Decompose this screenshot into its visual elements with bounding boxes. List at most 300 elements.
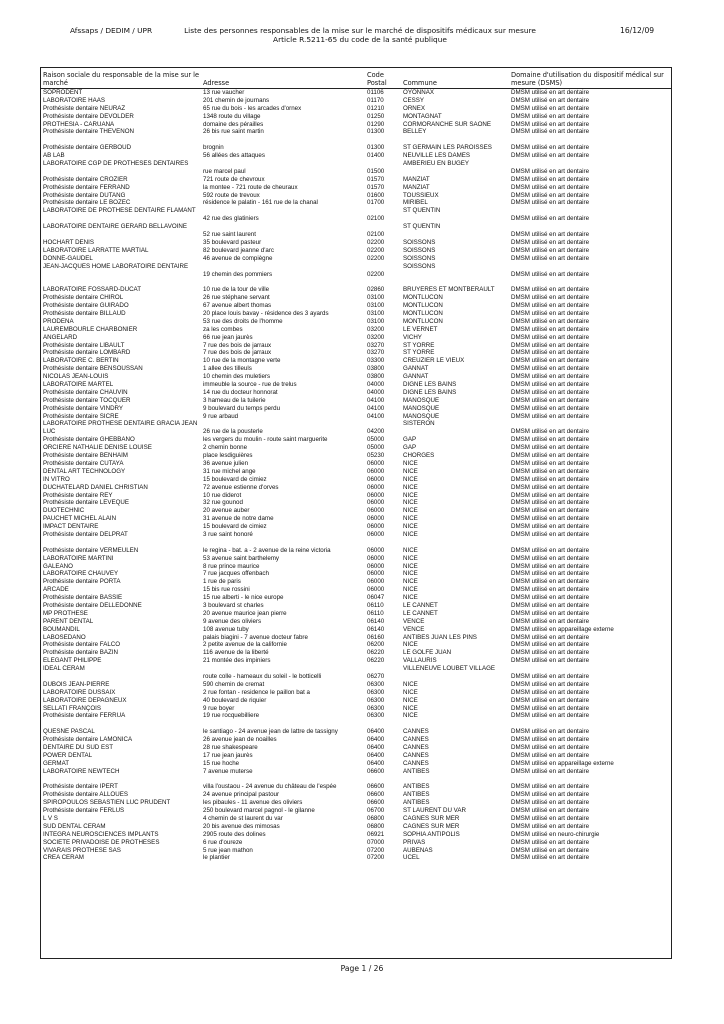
cell-domain: DMSM utilisé en art dentaire (511, 799, 590, 807)
table-row (41, 476, 671, 484)
cell-postal-code: 06000 (367, 586, 385, 594)
header-organization: Afssaps / DEDIM / UPR (70, 26, 153, 35)
cell-domain: DMSM utilisé en art dentaire (511, 428, 590, 436)
cell-postal-code: 01300 (367, 144, 385, 152)
cell-name: GALEANO (43, 562, 73, 570)
cell-postal-code: 06000 (367, 499, 385, 507)
cell-postal-code: 06921 (367, 830, 385, 838)
cell-name: Prothésiste dentaire DUTANG (43, 191, 126, 199)
cell-postal-code: 01570 (367, 175, 385, 183)
cell-address: le santiago - 24 avenue jean de lattre de tassigny (203, 728, 338, 736)
cell-postal-code: 03270 (367, 349, 385, 357)
cell-name: Prothésiste dentaire BENHAIM (43, 452, 128, 460)
cell-postal-code: 06000 (367, 483, 385, 491)
cell-domain: DMSM utilisé en art dentaire (511, 183, 590, 191)
cell-commune: MANOSQUE (403, 412, 440, 420)
cell-commune: VENCE (403, 625, 425, 633)
cell-domain: DMSM utilisé en art dentaire (511, 191, 590, 199)
cell-commune: ORNEX (403, 104, 426, 112)
cell-address: route colle - hameaux du soleil - le botticelli (203, 672, 322, 680)
cell-postal-code: 07000 (367, 838, 385, 846)
table-row (41, 586, 671, 594)
cell-name: Prothésiste dentaire CROZIER (43, 175, 128, 183)
cell-name: Prothésiste dentaire NEURAZ (43, 104, 126, 112)
cell-address: le plantier (203, 854, 230, 862)
table-row (41, 547, 671, 555)
cell-name: Prothésiste dentaire LEVEQUE (43, 499, 129, 507)
cell-address: 26 bis rue saint martin (203, 128, 264, 136)
table-row (41, 452, 671, 460)
cell-commune: ST QUENTIN (403, 223, 441, 231)
cell-commune: ANTIBES (403, 791, 430, 799)
cell-commune: NICE (403, 554, 418, 562)
table-row (41, 413, 671, 421)
cell-address: 592 route de trevoux (203, 191, 260, 199)
cell-name: Prothésiste dentaire FERRAND (43, 183, 130, 191)
cell-postal-code: 01500 (367, 167, 385, 175)
document-title (180, 26, 540, 44)
cell-address: 82 boulevard jeanne d'arc (203, 246, 275, 254)
page-number: Page 1 / 26 (340, 964, 384, 973)
cell-name: LABORATOIRE DEPAGNEUX (43, 696, 127, 704)
cell-commune: ST LAURENT DU VAR (403, 807, 466, 815)
cell-postal-code: 06000 (367, 530, 385, 538)
table-row (41, 420, 671, 436)
cell-address: 201 chemin de journans (203, 96, 270, 104)
table-header (41, 68, 671, 89)
cell-postal-code: 03800 (367, 365, 385, 373)
cell-domain: DMSM utilisé en art dentaire (511, 736, 590, 744)
cell-domain: DMSM utilisé en art dentaire (511, 89, 590, 96)
table-row (41, 492, 671, 500)
cell-address: 15 rue hoche (203, 759, 240, 767)
cell-domain: DMSM utilisé en art dentaire (511, 254, 590, 262)
cell-name: Prothésiste dentaire LIBAULT (43, 341, 125, 349)
cell-postal-code: 06140 (367, 617, 385, 625)
cell-name: LABORATOIRE C. BERTIN (43, 357, 119, 365)
cell-postal-code: 04100 (367, 404, 385, 412)
cell-postal-code: 06600 (367, 767, 385, 775)
cell-name: Prothésiste dentaire ALLOUES (43, 791, 128, 799)
cell-name: Prothésiste dentaire BILLAUD (43, 310, 126, 317)
cell-domain: DMSM utilisé en art dentaire (511, 365, 590, 373)
cell-domain: DMSM utilisé en art dentaire (511, 767, 590, 775)
cell-domain: DMSM utilisé en art dentaire (511, 633, 590, 641)
cell-commune: ANTIBES (403, 783, 430, 791)
cell-postal-code: 01290 (367, 120, 385, 128)
cell-name: AB LAB (43, 152, 65, 160)
table-row (41, 847, 671, 855)
table-row (41, 207, 671, 223)
cell-commune: NICE (403, 507, 418, 515)
table-row (41, 310, 671, 318)
cell-address: 56 allées des attaques (203, 152, 265, 160)
cell-name: Prothésiste dentaire BAZIN (43, 649, 118, 657)
table-row (41, 555, 671, 563)
cell-commune: NICE (403, 523, 418, 531)
cell-commune: GAP (403, 436, 417, 444)
cell-name: POWER DENTAL (43, 751, 93, 759)
cell-address: 3 boulevard st charles (203, 601, 264, 609)
table-row (41, 783, 671, 791)
cell-address: 10 rue de la tour de ville (203, 286, 270, 294)
table-row (41, 255, 671, 263)
cell-commune: NICE (403, 696, 418, 704)
table-row (41, 294, 671, 302)
cell-name: LABORATOIRE CHAUVEY (43, 570, 119, 578)
cell-address: 13 rue vaucher (203, 89, 245, 96)
cell-address: villa l'oustaou - 24 avenue du château de l'espée (203, 783, 337, 791)
cell-name: LABORATOIRE DENTAIRE GERARD BELLAVOINE (43, 223, 187, 231)
cell-commune: PRIVAS (403, 838, 426, 846)
cell-name: Prothésiste dentaire FALCO (43, 641, 121, 649)
cell-address: 40 boulevard de riquier (203, 696, 267, 704)
cell-commune: BRUYERES ET MONTBERAULT (403, 286, 495, 294)
cell-domain: DMSM utilisé en art dentaire (511, 704, 590, 712)
table-row (41, 854, 671, 862)
document-title-line-1: Liste des personnes responsables de la mise sur le marché de dispositifs médicaux sur mesure (184, 26, 536, 35)
responsables-table (40, 67, 672, 959)
cell-commune: MIRIBEL (403, 199, 428, 207)
cell-domain: DMSM utilisé en art dentaire (511, 751, 590, 759)
table-row (41, 736, 671, 744)
cell-commune: NEUVILLE LES DAMES (403, 152, 471, 160)
cell-postal-code: 06400 (367, 728, 385, 736)
cell-domain: DMSM utilisé en art dentaire (511, 578, 590, 586)
table-row (41, 515, 671, 523)
table-row (41, 342, 671, 350)
cell-domain: DMSM utilisé en art dentaire (511, 444, 590, 452)
column-header-commune: Commune (403, 79, 437, 87)
cell-commune: NICE (403, 704, 418, 712)
cell-name: LABOSEDANO (43, 633, 86, 641)
cell-name: Prothésiste dentaire GHEBBANO (43, 436, 135, 444)
cell-name: Prothésiste dentaire TOCQUER (43, 396, 131, 404)
table-row (41, 192, 671, 200)
cell-postal-code: 06200 (367, 641, 385, 649)
table-row (41, 318, 671, 326)
cell-commune: SOPHIA ANTIPOLIS (403, 830, 460, 838)
cell-postal-code: 06140 (367, 625, 385, 633)
cell-postal-code: 06000 (367, 467, 385, 475)
table-row (41, 365, 671, 373)
table-row (41, 681, 671, 689)
cell-name: DUBOIS JEAN-PIERRE (43, 680, 110, 688)
cell-commune: NICE (403, 475, 418, 483)
cell-address: 4 chemin de st laurent du var (203, 815, 283, 823)
cell-postal-code: 03270 (367, 341, 385, 349)
cell-postal-code: 06000 (367, 491, 385, 499)
table-row (41, 436, 671, 444)
cell-domain: DMSM utilisé en art dentaire (511, 112, 590, 120)
cell-address: 7 rue des bois de jarraux (203, 341, 272, 349)
cell-postal-code: 06300 (367, 704, 385, 712)
table-row (41, 752, 671, 760)
cell-domain: DMSM utilisé en art dentaire (511, 396, 590, 404)
table-row (41, 760, 671, 768)
cell-commune: ST GERMAIN LES PAROISSES (403, 144, 492, 152)
cell-address: 3 hameau de la tuilerie (203, 396, 266, 404)
cell-address: 46 avenue de compiègne (203, 254, 273, 262)
cell-postal-code: 04000 (367, 388, 385, 396)
cell-commune: CANNES (403, 728, 429, 736)
cell-name: LABORATOIRE LARRATTE MARTIAL (43, 246, 149, 254)
cell-postal-code: 07200 (367, 846, 385, 854)
cell-commune: LE VERNET (403, 325, 438, 333)
cell-address: 20 avenue maurice jean pierre (203, 609, 287, 617)
cell-commune: VILLENEUVE LOUBET VILLAGE (403, 665, 496, 673)
cell-name: PAUCHET MICHEL ALAIN (43, 515, 117, 523)
header-date: 16/12/09 (620, 26, 655, 35)
cell-name: SPIROPOULOS SEBASTIEN LUC PRUDENT (43, 799, 171, 807)
table-row (41, 121, 671, 129)
cell-address: 21 montée des impiniers (203, 657, 271, 665)
cell-domain: DMSM utilisé en art dentaire (511, 120, 590, 128)
table-row (41, 144, 671, 152)
cell-name: HOCHART DENIS (43, 238, 94, 246)
cell-name: LABORATOIRE FOSSARD-DUCAT (43, 286, 141, 294)
cell-domain: DMSM utilisé en art dentaire (511, 199, 590, 207)
cell-postal-code: 03100 (367, 294, 385, 302)
cell-postal-code: 02200 (367, 270, 385, 278)
cell-postal-code: 01170 (367, 96, 384, 104)
table-row (41, 223, 671, 239)
cell-address: 53 avenue saint barthelemy (203, 554, 280, 562)
cell-commune: NICE (403, 578, 418, 586)
cell-commune: CANNES (403, 751, 429, 759)
cell-postal-code: 02200 (367, 254, 385, 262)
cell-name: ANGELARD (43, 333, 78, 341)
cell-name: Prothésiste dentaire SICRE (43, 412, 119, 420)
cell-postal-code: 03800 (367, 373, 385, 381)
cell-commune: ANTIBES (403, 767, 430, 775)
column-header-postal-code: Code Postal (367, 71, 387, 87)
cell-name: IDEAL CERAM (43, 665, 85, 673)
cell-address: 9 rue arbaud (203, 412, 239, 420)
cell-postal-code: 06220 (367, 649, 385, 657)
cell-name: Prothésiste dentaire DELLEDONNE (43, 601, 142, 609)
table-row (41, 799, 671, 807)
table-row (41, 657, 671, 665)
cell-domain: DMSM utilisé en art dentaire (511, 594, 590, 602)
cell-name: Prothésiste dentaire CHAUVIN (43, 388, 128, 396)
cell-domain: DMSM utilisé en art dentaire (511, 436, 590, 444)
cell-commune: MONTLUCON (403, 294, 443, 302)
cell-domain: DMSM utilisé en art dentaire (511, 294, 590, 302)
cell-domain: DMSM utilisé en art dentaire (511, 467, 590, 475)
cell-domain: DMSM utilisé en art dentaire (511, 822, 590, 830)
table-row (41, 397, 671, 405)
table-row (41, 697, 671, 705)
table-row (41, 728, 671, 736)
cell-address: 9 boulevard du temps perdu (203, 404, 281, 412)
cell-address: 53 rue des droits de l'homme (203, 317, 283, 325)
cell-domain: DMSM utilisé en art dentaire (511, 333, 590, 341)
table-row (41, 105, 671, 113)
cell-postal-code: 06300 (367, 688, 385, 696)
cell-postal-code: 06110 (367, 601, 384, 609)
cell-postal-code: 04100 (367, 396, 385, 404)
table-row (41, 744, 671, 752)
cell-address: 9 avenue des oliviers (203, 617, 262, 625)
cell-commune: NICE (403, 594, 418, 602)
cell-address: 31 avenue de notre dame (203, 515, 274, 523)
cell-postal-code: 01300 (367, 128, 385, 136)
cell-address: les pibaules - 11 avenue des oliviers (203, 799, 303, 807)
cell-commune: CAGNES SUR MER (403, 815, 460, 823)
cell-domain: DMSM utilisé en art dentaire (511, 712, 590, 720)
cell-domain: DMSM utilisé en art dentaire (511, 609, 590, 617)
cell-name: PRODENA (43, 317, 74, 325)
cell-address: 10 chemin des muletiers (203, 373, 271, 381)
cell-domain: DMSM utilisé en art dentaire (511, 601, 590, 609)
cell-address: 19 chemin des pommiers (203, 270, 273, 278)
cell-commune: DIGNE LES BAINS (403, 388, 457, 396)
table-row (41, 507, 671, 515)
cell-postal-code: 06600 (367, 783, 385, 791)
cell-address: 72 avenue estienne d'orves (203, 483, 279, 491)
cell-postal-code: 06300 (367, 696, 385, 704)
cell-name: Prothésiste dentaire VINDRY (43, 404, 124, 412)
cell-name: INTEGRA NEUROSCIENCES IMPLANTS (43, 830, 159, 838)
cell-domain: DMSM utilisé en art dentaire (511, 310, 590, 317)
cell-address: 2 rue fontan - residence le paillon bat a (203, 688, 310, 696)
cell-domain: DMSM utilisé en art dentaire (511, 530, 590, 538)
cell-name: LABORATOIRE HAAS (43, 96, 106, 104)
cell-address: 721 route de chevroux (203, 175, 265, 183)
cell-name: JEAN-JACQUES HOME LABORATOIRE DENTAIRE (43, 262, 189, 270)
cell-postal-code: 01700 (367, 199, 385, 207)
cell-postal-code: 06000 (367, 554, 385, 562)
cell-commune: NICE (403, 491, 418, 499)
cell-postal-code: 06000 (367, 523, 385, 531)
cell-address: 15 boulevard de cimiez (203, 475, 267, 483)
cell-domain: DMSM utilisé en art dentaire (511, 791, 590, 799)
cell-postal-code: 03300 (367, 357, 385, 365)
cell-name: LABORATOIRE MARTINI (43, 554, 114, 562)
table-row (41, 594, 671, 602)
cell-name: Prothésiste dentaire LE BOZEC (43, 199, 131, 207)
cell-postal-code: 06000 (367, 515, 385, 523)
cell-commune: VICHY (403, 333, 422, 341)
cell-domain: DMSM utilisé en art dentaire (511, 104, 590, 112)
cell-postal-code: 01600 (367, 191, 385, 199)
cell-commune: SOISSONS (403, 254, 436, 262)
cell-commune: CHORGES (403, 452, 435, 460)
cell-commune: BELLEY (403, 128, 427, 136)
cell-postal-code: 02100 (367, 215, 385, 223)
cell-commune: MONTAGNAT (403, 112, 442, 120)
cell-postal-code: 03200 (367, 325, 385, 333)
cell-name: VIVARAIS PROTHESE SAS (43, 846, 121, 854)
cell-domain: DMSM utilisé en art dentaire (511, 815, 590, 823)
cell-postal-code: 03200 (367, 333, 385, 341)
cell-address: immeuble la source - rue de trelus (203, 381, 297, 389)
cell-address: 42 rue des glatiniers (203, 215, 259, 223)
cell-name: Prothésiste dentaire BASSIE (43, 594, 123, 602)
cell-name: ARCADE (43, 586, 69, 594)
cell-name: Prothésiste dentaire THEVENON (43, 128, 135, 136)
table-row (41, 199, 671, 207)
cell-commune: CAGNES SUR MER (403, 822, 460, 830)
cell-postal-code: 04200 (367, 428, 385, 436)
cell-postal-code: 03100 (367, 302, 385, 310)
cell-address: 10 rue de la montagne verte (203, 357, 281, 365)
cell-postal-code: 05000 (367, 444, 385, 452)
cell-commune: LE CANNET (403, 601, 438, 609)
cell-name: IN VITRO (43, 475, 70, 483)
table-row (41, 468, 671, 476)
cell-address: 116 avenue de la liberté (203, 649, 269, 657)
cell-domain: DMSM utilisé en art dentaire (511, 215, 590, 223)
cell-postal-code: 06400 (367, 751, 385, 759)
cell-postal-code: 01570 (367, 183, 385, 191)
cell-domain: DMSM utilisé en art dentaire (511, 317, 590, 325)
cell-name: LABORATOIRE DUSSAIX (43, 688, 116, 696)
cell-postal-code: 06600 (367, 799, 385, 807)
cell-address: 17 rue jean jaurès (203, 751, 253, 759)
cell-address: 8 rue prince maurice (203, 562, 260, 570)
cell-name: SELLATI FRANÇOIS (43, 704, 101, 712)
table-row (41, 113, 671, 121)
cell-postal-code: 06000 (367, 459, 385, 467)
cell-domain: DMSM utilisé en art dentaire (511, 270, 590, 278)
cell-address: 20 avenue auber (203, 507, 250, 515)
table-row (41, 286, 671, 294)
cell-commune: MONTLUCON (403, 302, 443, 310)
cell-domain: DMSM utilisé en art dentaire (511, 231, 590, 239)
cell-address: les vergers du moulin - route saint marguerite (203, 436, 328, 444)
cell-commune: SOISSONS (403, 262, 436, 270)
cell-domain: DMSM utilisé en art dentaire (511, 388, 590, 396)
table-row (41, 373, 671, 381)
cell-commune: VENCE (403, 617, 425, 625)
cell-domain: DMSM utilisé en art dentaire (511, 144, 590, 152)
cell-postal-code: 06800 (367, 815, 385, 823)
cell-domain: DMSM utilisé en art dentaire (511, 641, 590, 649)
cell-domain: DMSM utilisé en art dentaire (511, 507, 590, 515)
cell-domain: DMSM utilisé en art dentaire (511, 404, 590, 412)
cell-domain: DMSM utilisé en art dentaire (511, 152, 590, 160)
cell-address: 250 boulevard marcel pagnol - le gilanne (203, 807, 315, 815)
table-body (41, 89, 671, 862)
cell-domain: DMSM utilisé en art dentaire (511, 483, 590, 491)
cell-address: 36 avenue julien (203, 459, 249, 467)
cell-domain: DMSM utilisé en art dentaire (511, 238, 590, 246)
cell-postal-code: 06220 (367, 657, 385, 665)
cell-domain: DMSM utilisé en art dentaire (511, 128, 590, 136)
cell-address: 1 rue de paris (203, 578, 241, 586)
cell-name: Prothésiste dentaire BENSOUSSAN (43, 365, 143, 373)
cell-domain: DMSM utilisé en art dentaire (511, 570, 590, 578)
cell-commune: NICE (403, 546, 418, 554)
cell-commune: ST YORRE (403, 341, 435, 349)
cell-address: résidence le palatin - 161 rue de la chanal (203, 199, 318, 207)
cell-postal-code: 03100 (367, 317, 385, 325)
cell-commune: SOISSONS (403, 238, 436, 246)
table-row (41, 570, 671, 578)
cell-domain: DMSM utilisé en art dentaire (511, 807, 590, 815)
cell-address: 2905 route des dolines (203, 830, 266, 838)
cell-postal-code: 01400 (367, 152, 385, 160)
cell-postal-code: 07200 (367, 854, 385, 862)
cell-domain: DMSM utilisé en art dentaire (511, 491, 590, 499)
cell-address: 108 avenue tuby (203, 625, 249, 633)
cell-commune: NICE (403, 712, 418, 720)
cell-commune: NICE (403, 515, 418, 523)
cell-commune: VALLAURIS (403, 657, 437, 665)
cell-name: ELEGANT PHILIPPE (43, 657, 102, 665)
